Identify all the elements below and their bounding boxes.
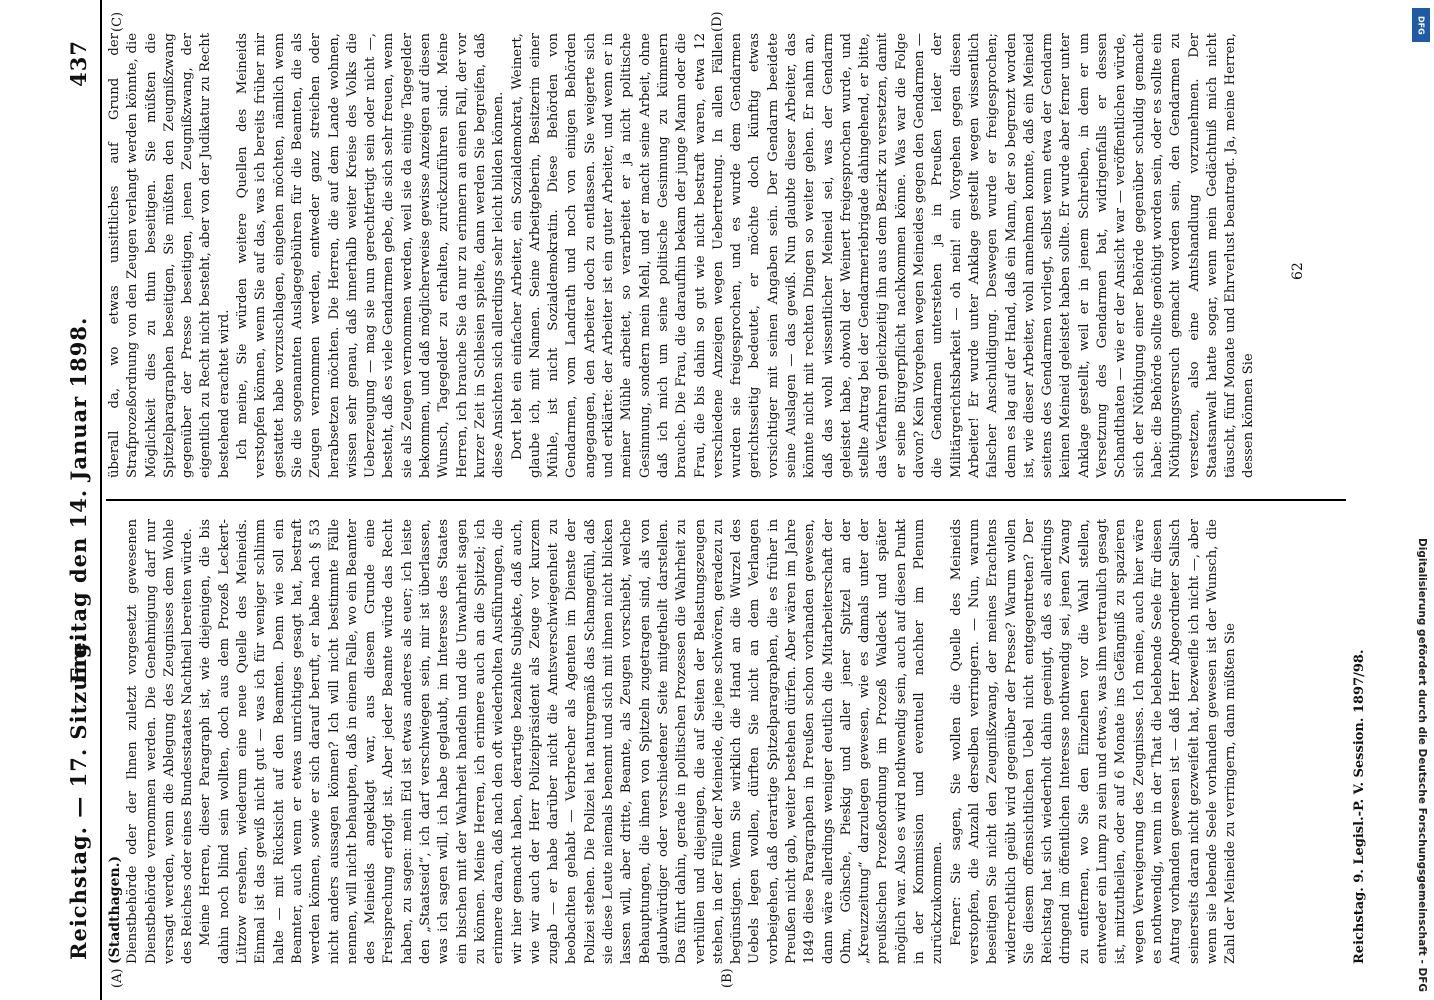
paragraph: Meine Herren, dieser Paragraph ist, wie diejenigen, die bis dahin noch blind sein wollten, doch aus dem Prozeß Leckert-Lützow ersehen, wiederum eine neue Quelle des Meineids. Einmal ist das gewiß nicht gut — was ich für weniger schlimm halte — mit Rücksicht auf den Beamten. Denn wie soll ein Beamter, auch wenn er etwas unrichtiges gesagt hat, bestraft werden können, sowie er sich darauf beruft, er habe nach § 53 nicht anders aussagen können? Ich will nicht bestimmte Fälle nennen, will nicht behaupten, daß in einem Falle, wo ein Beamter des Meineids angeklagt war, aus diesem Grunde eine Freisprechung erfolgt ist. Aber jeder Beamte würde das Recht haben, zu sagen: mein Eid ist etwas anderes als euer; ich leiste den „Staatseid“, ich darf verschwiegen sein, mir ist überlassen, was ich sagen will, ich habe geglaubt, im Interesse des Staates ein bischen mit der Wahrheit handeln und die Unwahrheit sagen zu können. Meine Herren, ich erinnere auch an die Spitzel; ich erinnere daran, daß nach den oft wiederholten Ausführungen, die wir hier gemacht haben, derartige bezahlte Subjekte, daß auch, wie wir auch der Herr Polizeipräsident als Zeuge vor kurzem zugab — er habe darüber nicht die Amtsverschwiegenheit zu beobachten gehabt — Verbrecher als Agenten im Dienste der Polizei stehen. Die Polizei hat naturgemäß das Schamgefühl, daß sie diese Leute niemals benennt und sich mit ihnen nicht blicken lassen will, aber dritte, Beamte, als Zeugen vorschiebt, welche Behauptungen, die ihnen von Spitzeln zugetragen sind, als von glaubwürdiger oder verschiedener Seite mitgetheilt darstellen. Das führt dahin, gerade in politischen Prozessen die Wahrheit zu verhüllen und diejenigen, die auf Seiten der Belastungszeugen stehen, in der Fülle der Meineide, die jene schwören, geradezu zu begünstigen. Wenn Sie wirklich die Hand an die Wurzel des Uebels legen wollen, dürften Sie nicht an dem Verlangen vorbeigehen, daß derartige Spitzelparagraphen, die es früher in Preußen nicht gab, weiter bestehen dürfen. Aber wären im Jahre 1849 diese Paragraphen in Preußen schon vorhanden gewesen, dann wäre allerdings weniger deutlich die Mitarbeiterschaft der Ohm, Göhsche, Pieskig und aller jener Spitzel an der „Kreuzzeitung“ darzulegen gewesen, wie es damals unter der preußischen Prozeßordnung im Prozeß Waldeck und später möglich war. Also es wird nothwendig sein, auch auf diesen Punkt in der Kommission und eventuell nachher im Plenum zurückzukommen. bbox=[198, 519, 946, 964]
dfg-logo-icon: DFG bbox=[1412, 8, 1430, 42]
paragraph: überall da, wo etwas unsittliches auf Grund der Strafprozeßordnung von den Zeugen verlangt werden könnte, die Möglichkeit dies zu thun beseitigen. Sie müßten die Spitzelparagraphen beseitigen, Sie müßten den Zeugnißzwang gegenüber der Presse beseitigen, jenen Zeugnißzwang, der eigentlich zu Recht nicht besteht, aber von der Judikatur zu Recht bestehend erachtet wird. bbox=[107, 33, 232, 478]
paragraph: Dort lebt ein einfacher Arbeiter, ein Sozialdemokrat, Weinert, glaube ich, mit Namen. Seine Arbeitgeberin, Besitzerin einer Mühle, ist nicht Sozialdemokratin. Diese Behörden von Gendarmen, vom Landrath und noch von einigen Behörden angegangen, den Arbeiter doch zu entlassen. Sie weigerte sich und erklärte: der Arbeiter ist ein guter Arbeiter, und wenn er in meiner Mühle arbeitet, so verarbeitet er ja nicht politische Gesinnung, sondern mein Mehl, und er macht seine Arbeit, ohne daß ich mich um seine politische Gesinnung zu kümmern brauche. Die Frau, die daraufhin bekam der junge Mann oder die Frau, die bis dahin so gut wie nicht bestraft waren, etwa 12 verschiedene Anzeigen wegen Uebertretung. In allen Fällen wurden sie freigesprochen, und es wurde dem Gendarmen gerichtsseitig bedeutet, er möchte doch künftig etwas vorsichtiger mit seinen Angaben sein. Der Gendarm beeidete seine Auslagen — das gewiß. Nun glaubte dieser Arbeiter, das könnte nicht mit rechten Dingen so weiter gehen. Er nahm an, daß das wohl wissentlicher Meineid sei, was der Gendarm geleistet habe, obwohl der Weinert freigesprochen wurde, und stellte Antrag bei der Gendarmeriebrigade dahingehend, er bitte, das Verfahren gleichzeitig ihn aus dem Bezirk zu versetzen, damit er seine Bürgerpflicht nachkommen könne. Was war die Folge davon? Kein Vorgehen wegen Meineides gegen den Gendarmen — die Gendarmen unterstehen ja in Preußen leider der Militärgerichtsbarkeit — oh nein! ein Vorgehen gegen diesen Arbeiter! Er wurde unter Anklage gestellt wegen wissentlich falscher Anschuldigung. Deswegen wurde er freigesprochen; denn es lag auf der Hand, daß ein Mann, der so begrenzt worden ist, wie dieser Arbeiter, wohl annehmen konnte, daß ein Meineid seitens des Gendarmen vorliegt, selbst wenn etwa der Gendarm keinen Meineid geleistet haben sollte. Er wurde aber ferner unter Anklage gestellt, weil er in jenem Schreiben, in dem er um Versetzung des Gendarmen bat, widrigenfalls er dessen Schandthaten — wie er der Ansicht war — veröffentlichen würde, sich der Nöthigung einer Behörde gegenüber schuldig gemacht habe: die Behörde sollte genöthigt worden sein, oder es sollte ein Nöthigungsversuch gemacht worden sein, den Gendarmen zu versetzen, also eine Amtshandlung vorzunehmen. Der Staatsanwalt hatte sogar, wenn mein Gedächtniß mich nicht täuscht, fünf Monate und Ehrverlust beantragt. Ja, meine Herren, dessen können Sie bbox=[509, 33, 1257, 478]
margin-letter-d: (D) bbox=[710, 11, 725, 32]
speaker-label: (Stadthagen.) bbox=[107, 855, 123, 964]
footer-session-note: Reichstag. 9. Legisl.-P. V. Session. 1897/98. bbox=[1352, 649, 1367, 964]
digitization-note: Digitalisierung gefördert durch die Deutsche Forschungsgemeinschaft - DFG bbox=[1416, 538, 1428, 992]
paragraph: Ferner: Sie sagen, Sie wollen die Quelle des Meineids verstopfen, die Anzahl derselben verringern. — Nun, warum beseitigen Sie nicht den Zeugnißzwang, der meines Erachtens widerrechtlich geübt wird gegenüber der Presse? Warum wollen Sie diesem offensichtlichen Uebel nicht entgegentreten? Der Reichstag hat sich wiederholt dahin geeinigt, daß es allerdings dringend im öffentlichen Interesse nothwendig sei, jenen Zwang zu entfernen, wo Sie den Einzelnen vor die Wahl stellen, entweder ein Lump zu sein und etwas, was ihm vertraulich gesagt ist, mitzutheilen, oder auf 6 Monate ins Gefängniß zu spazieren wegen Verweigerung des Zeugnisses. Ich meine, auch hier wäre es nothwendig, wenn in der That die belebende Seele für diesen Antrag vorhanden gewesen ist — daß Herr Abgeordneter Salisch seinerseits daran nicht gezweifelt hat, bezweifle ich nicht —, aber wenn sie lebende Seele vorhanden gewesen ist der Wunsch, die Zahl der Meineide zu verringern, dann müßten Sie bbox=[948, 519, 1239, 964]
paragraph: Ich meine, Sie würden weitere Quellen des Meineids verstopfen können, wenn Sie auf das, was ich bereits früher mir gestattet habe vorzuschlagen, eingehen möchten, nämlich wenn Sie die sogenannten Auslagegebühren für die Beamten, die als Zeugen vernommen werden, entweder ganz streichen oder herabsetzen möchten. Die Herren, die auf dem Lande wohnen, wissen sehr genau, daß innerhalb weiter Kreise des Volks die Ueberzeugung — mag sie nun gerechtfertigt sein oder nicht —, besteht, daß es viele Gendarmen gebe, die sich sehr freuen, wenn sie als Zeugen vernommen werden, weil sie da einige Tagegelder bekommen, und daß möglicherweise gewisse Anzeigen auf diesen Wunsch, Tagegelder zu erhalten, zurückzuführen sind. Meine Herren, ich brauche Sie da nur zu erinnern an einen Fall, der vor kurzer Zeit in Schlesien spielte, dann werden Sie begreifen, daß diese Ansichten sich allerdings sehr leicht bilden können. bbox=[235, 33, 507, 478]
right-column bbox=[106, 33, 1276, 478]
margin-letter-a: (A) bbox=[110, 968, 125, 988]
margin-letter-b: (B) bbox=[720, 968, 735, 988]
left-column bbox=[106, 519, 1346, 964]
page-header bbox=[60, 0, 102, 1000]
column-divider bbox=[106, 499, 1346, 501]
page-number: 437 bbox=[66, 40, 91, 87]
header-left: Reichstag. — 17. Sitzung. bbox=[66, 634, 91, 960]
paragraph: Dienstbehörde oder der Ihnen zuletzt vorgesetzt gewesenen Dienstbehörde vernommen werden. Die Genehmigung darf nur versagt werden, wenn die Ablegung des Zeugnisses dem Wohle des Reiches oder eines Bundesstaates Nachtheil bereiten würde. bbox=[125, 519, 196, 964]
digitization-sidebar bbox=[1412, 8, 1432, 992]
margin-letter-c: (C) bbox=[110, 11, 125, 32]
signature-mark: 62 bbox=[1290, 262, 1306, 280]
header-date: Freitag den 14. Januar 1898. bbox=[66, 316, 91, 684]
